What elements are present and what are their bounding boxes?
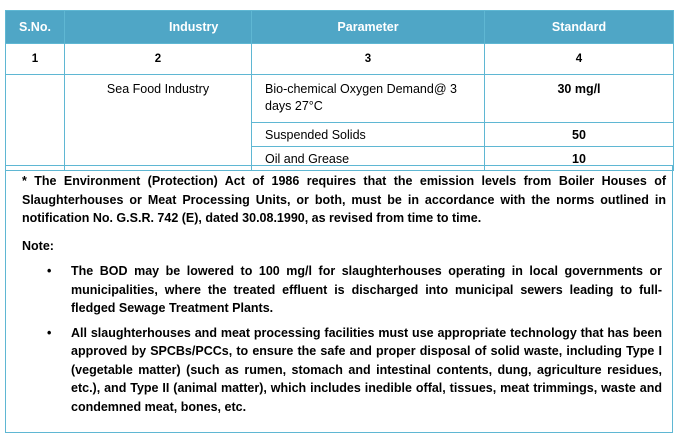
industry-cell: Sea Food Industry (65, 75, 252, 171)
list-item (6, 262, 672, 318)
note-label: Note: (22, 238, 54, 253)
column-number: 3 (252, 44, 485, 75)
bullet-icon: • (47, 325, 52, 340)
column-number: 4 (485, 44, 674, 75)
column-number: 2 (65, 44, 252, 75)
parameter-cell: Suspended Solids (252, 123, 485, 147)
standards-table (5, 10, 674, 171)
parameter-cell: Bio-chemical Oxygen Demand@ 3 days 27°C (252, 75, 485, 123)
notes-box (5, 165, 673, 433)
header-industry: Industry (65, 11, 252, 44)
notes-list (6, 262, 672, 416)
header-standard: Standard (485, 11, 674, 44)
note-text: All slaughterhouses and meat processing facilities must use appropriate technology that has been approved by SPCBs/PCCs, to ensure the safe and proper disposal of solid waste, including Type I (vegetable matter) (such as rumen, stomach and intestinal contents, dung, agriculture residues, etc.), and Type II (animal matter), which includes inedible offal, tissues, meat trimmings, waste and condemned meat, bones, etc. (71, 325, 662, 414)
header-sno: S.No. (6, 11, 65, 44)
bullet-icon: • (47, 264, 52, 278)
standard-cell: 30 mg/l (485, 75, 674, 123)
header-parameter: Parameter (252, 11, 485, 44)
column-number: 1 (6, 44, 65, 75)
standard-cell: 10 (485, 147, 674, 171)
sno-cell (6, 75, 65, 171)
parameter-cell: Oil and Grease (252, 147, 485, 171)
footnote-text: * The Environment (Protection) Act of 1986 requires that the emission levels from Boiler Houses of Slaughterhouses or Meat Processing Units, or both, must be in accordance with the norms outlined in notification No. G.S.R. 742 (E), dated 30.08.1990, as revised from time to time. (22, 174, 666, 225)
header-row (6, 11, 674, 44)
note-text: The BOD may be lowered to 100 mg/l for slaughterhouses operating in local governments or municipalities, where the treated effluent is discharged into municipal sewers leading to full-fledged Sewage Treatment Plants. (71, 264, 662, 315)
column-number-row (6, 44, 674, 75)
table-row (6, 75, 674, 123)
standard-cell: 50 (485, 123, 674, 147)
list-item (6, 324, 672, 417)
